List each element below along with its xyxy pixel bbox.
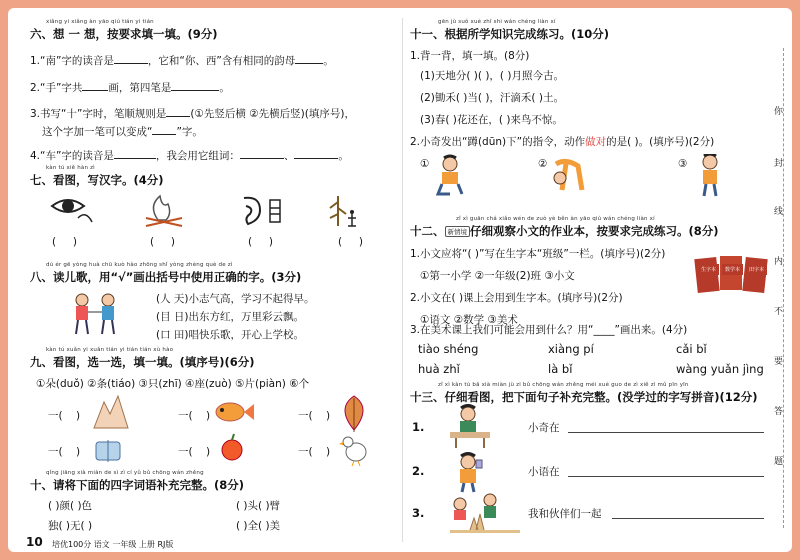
apple-icon <box>222 434 242 460</box>
s10-row2-a[interactable]: 独( )无( ) <box>48 520 93 532</box>
blank[interactable] <box>152 125 176 135</box>
s13-title: 十三、仔细看图，把下面句子补充完整。(没学过的字写拼音)(12分) <box>410 390 758 404</box>
standing-kid-icon <box>703 154 717 196</box>
side-char-4: 内 <box>774 257 784 267</box>
s9-pictures <box>92 392 392 468</box>
s11-line-1[interactable]: (1)天地分( )( )，( )月照今古。 <box>420 70 564 82</box>
s12-title: 十二、 新情境 仔细观察小文的作业本，按要求完成练习。(8分) <box>410 224 719 238</box>
pinyin-wang-yuan-jing[interactable]: wàng yuǎn jìng <box>676 362 764 376</box>
s9-blank-2[interactable]: 一( ) <box>178 410 211 422</box>
side-char-6: 要 <box>774 357 784 367</box>
side-char-1: 你 <box>774 107 784 117</box>
s13-sentence-2: 小语在 <box>528 466 560 478</box>
blank[interactable] <box>294 149 338 159</box>
kid-writing-icon <box>450 406 490 449</box>
pinyin-hua-zhi[interactable]: huà zhǐ <box>418 362 460 376</box>
blank[interactable] <box>82 81 108 91</box>
s11-q2: 2.小奇发出“蹲(dūn)下”的指令，动作做对的是( )。(填序号)(2分) <box>410 136 715 148</box>
s13-num-2: 2. <box>412 464 425 478</box>
bending-kid-icon <box>554 161 582 190</box>
squatting-kid-icon <box>438 156 462 194</box>
side-char-2: 封 <box>774 159 784 169</box>
s9-blank-3[interactable]: 一( ) <box>298 410 331 422</box>
s6-q3: 3.书写“十”字时，笔顺规则是 (①先竖后横 ②先横后竖)(填序号)， <box>30 108 355 120</box>
s8-pinyin: dú ér gē yòng huà chū kuò hào zhōng shǐ yòng zhèng què de zì <box>46 262 233 268</box>
pinyin-la-bi[interactable]: là bǐ <box>548 362 573 376</box>
s11-line-2[interactable]: (2)锄禾( )当( )，汗滴禾( )土。 <box>420 92 564 104</box>
pinyin-xiang-pi[interactable]: xiàng pí <box>548 342 594 356</box>
s11-title: 十一、根据所学知识完成练习。(10分) <box>410 27 610 41</box>
s13-num-3: 3. <box>412 506 425 520</box>
footer-text: 培优100分 语文 一年级 上册 RJ版 <box>52 540 174 549</box>
blank[interactable] <box>114 149 156 159</box>
s11-label-1: ① <box>420 158 430 170</box>
side-char-8: 题 <box>774 457 784 467</box>
mountain-icon <box>94 396 128 428</box>
s12-q2: 2.小文在( )课上会用到生字本。(填序号)(2分) <box>410 292 623 304</box>
ear-icon <box>244 198 280 224</box>
s12-q1: 1.小文应将“( )”写在生字本“班级”一栏。(填序号)(2分) <box>410 248 666 260</box>
s13-num-1: 1. <box>412 420 425 434</box>
s9-blank-4[interactable]: 一( ) <box>48 446 81 458</box>
s11-pinyin: gēn jù suǒ xué zhī shi wán chéng liàn xí <box>438 19 556 25</box>
blank[interactable] <box>114 54 148 64</box>
grain-plant-icon <box>330 196 356 226</box>
s6-pinyin: xiǎng yi xiǎng àn yāo qiú tián yi tián <box>46 19 154 25</box>
s11-pictures <box>436 154 766 200</box>
s13-sentence-1: 小奇在 <box>528 422 560 434</box>
blank[interactable] <box>166 107 190 117</box>
s13-answer-line-1[interactable] <box>568 432 764 433</box>
leaf-icon <box>345 396 363 432</box>
side-char-7: 答 <box>774 407 784 417</box>
s7-answer-4[interactable]: ( ) <box>338 236 363 248</box>
s6-title: 六、想 一 想，按要求填一填。(9分) <box>30 27 218 41</box>
side-char-3: 线 <box>774 207 784 217</box>
s11-label-2: ② <box>538 158 548 170</box>
s7-pinyin: kàn tú xiě hàn zì <box>46 165 95 171</box>
s9-options: ①朵(duǒ) ②条(tiáo) ③只(zhī) ④座(zuò) ⑤片(piàn) ⑥个 <box>36 378 310 390</box>
drum-icon <box>96 440 120 462</box>
notebook-label-2: 数学本 <box>722 264 743 275</box>
s8-line-1[interactable]: (人 天)小志气高，学习不起得早。 <box>156 293 315 305</box>
binding-dashed-line <box>783 48 784 528</box>
s7-answer-3[interactable]: ( ) <box>248 236 273 248</box>
eye-icon <box>52 200 92 222</box>
fire-icon <box>146 196 182 226</box>
s6-q3c: 这个字加一笔可以变成“ ”字。 <box>42 126 203 138</box>
blank[interactable] <box>240 149 284 159</box>
s13-answer-line-3[interactable] <box>612 518 764 519</box>
s13-pinyin: zǐ xì kàn tú bǎ xià miàn jù zi bǔ chōng wán zhěng méi xué guo de zì xiě zì mǔ pīn yīn <box>438 382 689 388</box>
s7-title: 七、看图，写汉字。(4分) <box>30 173 164 187</box>
s12-q3: 3.在美术课上我们可能会用到什么？用“____”画出来。(4分) <box>410 324 688 336</box>
s12-q1-options[interactable]: ①第一小学 ②一年级(2)班 ③小文 <box>420 270 575 282</box>
s8-line-3[interactable]: (口 田)唱快乐歌，开心上学校。 <box>156 329 305 341</box>
s7-pictures <box>48 192 388 232</box>
s13-sentence-3: 我和伙伴们一起 <box>528 508 602 520</box>
s7-answer-1[interactable]: ( ) <box>52 236 77 248</box>
notebooks-illustration <box>694 252 770 300</box>
s10-row2-b[interactable]: ( )全( )美 <box>236 520 281 532</box>
s9-blank-1[interactable]: 一( ) <box>48 410 81 422</box>
s11-label-3: ③ <box>678 158 688 170</box>
s13-answer-line-2[interactable] <box>568 476 764 477</box>
page-number: 10 <box>26 535 43 549</box>
notebook-label-3: 田字本 <box>746 264 767 275</box>
s9-blank-5[interactable]: 一( ) <box>178 446 211 458</box>
s10-row1-a[interactable]: ( )颜( )色 <box>48 500 93 512</box>
fish-icon <box>216 403 254 421</box>
s6-q1: 1.“南”字的读音是 ，它和“你、西”含有相同的韵母 。 <box>30 55 334 67</box>
s10-pinyin: qǐng jiāng xià miàn de sì zì cí yǔ bǔ chōng wán zhěng <box>46 470 204 476</box>
s12-q2-options[interactable]: ①语文 ②数学 ③美术 <box>420 314 518 326</box>
s13-pictures <box>446 404 536 536</box>
page-divider <box>402 18 403 542</box>
s9-title: 九、看图，选一选，填一填。(填序号)(6分) <box>30 355 255 369</box>
blank[interactable] <box>295 54 323 64</box>
s12-pinyin: zǐ xì guān chá xiǎo wén de zuò yè běn àn yāo qiú wán chéng liàn xí <box>456 216 655 222</box>
side-char-5: 不 <box>774 307 784 317</box>
s7-answer-2[interactable]: ( ) <box>150 236 175 248</box>
worksheet-page <box>8 8 792 552</box>
s8-title: 八、读儿歌，用“√”画出括号中使用正确的字。(3分) <box>30 270 302 284</box>
new-situation-tag: 新情境 <box>445 226 471 237</box>
chicken-icon <box>339 437 366 466</box>
notebook-label-1: 生字本 <box>698 264 719 275</box>
pinyin-tiao-sheng[interactable]: tiào shéng <box>418 342 479 356</box>
children-illustration <box>68 290 128 340</box>
s9-pinyin: kàn tú xuǎn yi xuǎn tián yi tián tián xù hào <box>46 347 174 353</box>
s10-row1-b[interactable]: ( )头( )臂 <box>236 500 281 512</box>
s11-line-3[interactable]: (3)春( )花还在，( )来鸟不惊。 <box>420 114 563 126</box>
s8-line-2[interactable]: (目 日)出东方红，万里彩云飘。 <box>156 311 305 323</box>
s6-q2: 2.“手”字共 画，第四笔是 。 <box>30 82 230 94</box>
pinyin-cai-bi[interactable]: cǎi bǐ <box>676 342 707 356</box>
s11-q1: 1.背一背，填一填。(8分) <box>410 50 530 62</box>
kid-drinking-icon <box>460 454 482 493</box>
s10-title: 十、请将下面的四字词语补充完整。(8分) <box>30 478 245 492</box>
s9-blank-6[interactable]: 一( ) <box>298 446 331 458</box>
blank[interactable] <box>171 81 219 91</box>
s6-q4: 4.“车”字的读音是 ，我会用它组词： 、 。 <box>30 150 349 162</box>
kids-building-sandcastle-icon <box>450 494 520 533</box>
